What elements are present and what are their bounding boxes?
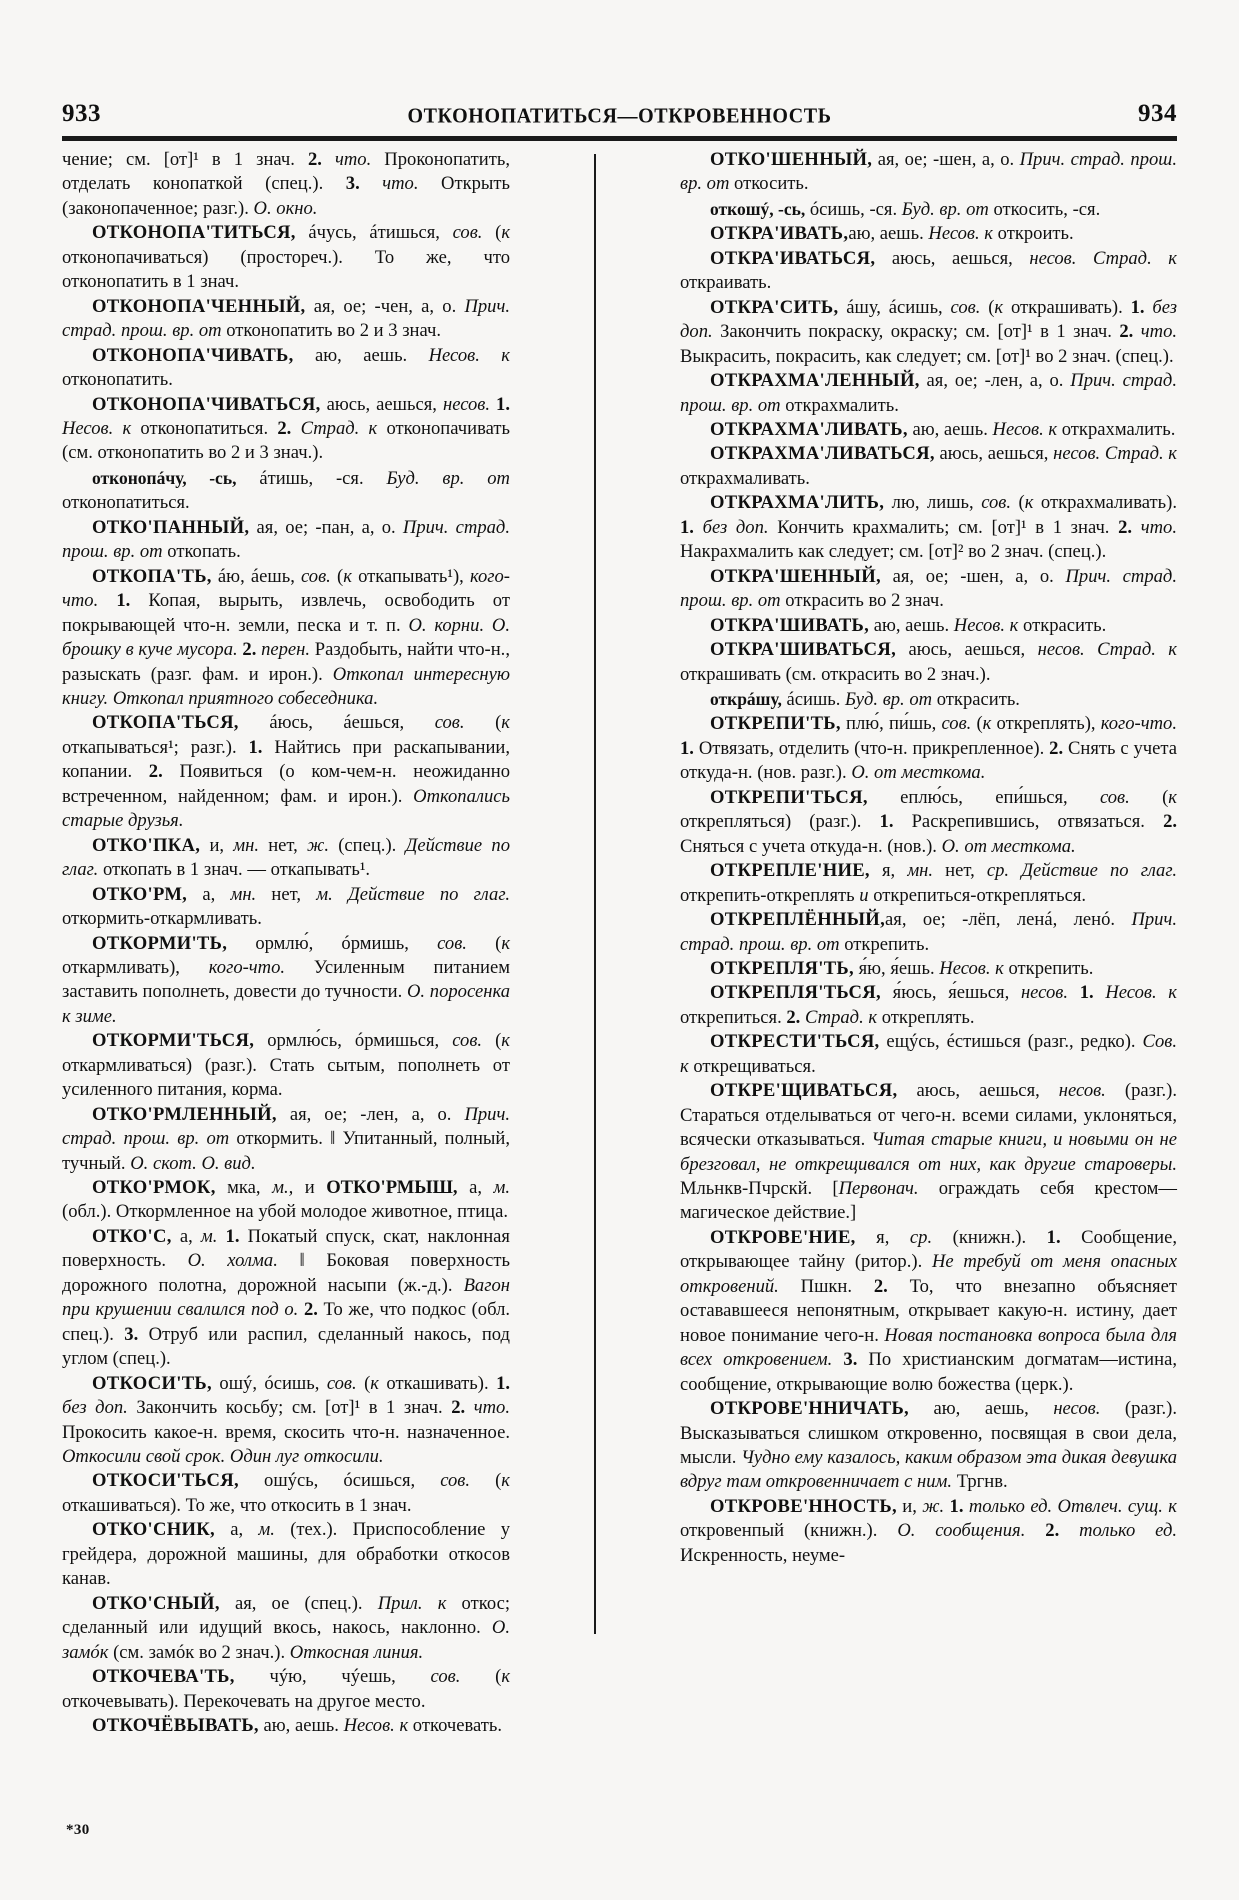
entry-headword: ОТКОНОПА'ТИТЬСЯ,	[92, 222, 296, 244]
folio-left: 933	[62, 100, 101, 127]
entry-definition: чýю, чýешь, сов. (к откочевывать). Перекочевать на другое место.	[62, 1666, 511, 1712]
dictionary-entry	[680, 1030, 1177, 1079]
carryover-text: чение; см. [от]¹ в 1 знач. 2. что. Проконопатить, отделать конопаткой (спец.). 3. что. Открыть (законопаченное; разг.). О. окно.	[62, 149, 511, 219]
column-divider	[594, 154, 596, 1634]
entry-headword: ОТКОНОПА'ЧИВАТЬСЯ,	[92, 393, 321, 415]
dictionary-entry	[62, 1592, 510, 1665]
entry-headword: ОТКОНОПА'ЧЕННЫЙ,	[92, 295, 306, 317]
entry-definition: а, мн. нет, м. Действие по глаг. откормить-откармливать.	[62, 883, 510, 930]
dictionary-entry	[680, 148, 1177, 197]
entry-headword: ОТКРОВЕ'ННИЧАТЬ,	[710, 1398, 909, 1420]
entry-definition: áтишь, -ся. Буд. вр. от отконопатиться.	[62, 467, 510, 514]
entry-definition: áюсь, áешься, сов. (к откапываться¹; разг.). 1. Найтись при раскапывании, копании. 2. Появиться (о ком-чем-н. неожиданно встреченном, найденном; фам. и ирон.). Откопались старые друзья.	[62, 712, 510, 832]
entry-definition: óсишь, -ся. Буд. вр. от откосить, -ся.	[805, 198, 1101, 220]
entry-headword: ОТКРОВЕ'ННОСТЬ,	[710, 1495, 897, 1517]
entry-headword: ОТКО'ПАННЫЙ,	[92, 516, 250, 538]
entry-headword: ОТКО'СНИК,	[92, 1519, 215, 1541]
entry-headword: ОТКРЕПИ'ТЬ,	[710, 713, 841, 735]
dictionary-entry	[62, 1518, 510, 1591]
entry-headword: ОТКО'ШЕННЫЙ,	[710, 149, 873, 170]
dictionary-entry	[680, 908, 1177, 957]
entry-headword: ОТКРА'ИВАТЬСЯ,	[710, 247, 876, 269]
dictionary-entry	[680, 786, 1177, 859]
dictionary-entry	[62, 393, 510, 466]
entry-headword: ОТКРА'ШИВАТЬСЯ,	[710, 639, 897, 661]
dictionary-entry	[62, 1225, 510, 1372]
entry-definition: áю, áешь, сов. (к откапывать¹), кого-что. 1. Копая, вырыть, извлечь, освободить от покрывающей что-н. земли, песка и т. п. О. корни. О. брошку в куче мусора. 2. перен. Раздобыть, найти что-н., разыскать (разг. фам. и ирон.). Откопал интересную книгу. Откопал приятного собеседника.	[62, 565, 510, 709]
text-columns	[62, 148, 1177, 1808]
dictionary-entry	[680, 1079, 1177, 1226]
entry-headword: ОТКРА'СИТЬ,	[710, 296, 839, 318]
entry-definition: аюсь, аешься, несов. (разг.). Стараться отделываться от чего-н. всеми силами, уклоняться, всячески отказываться. Читая старые книги, и новыми он не брезговал, не открещивался от них, как другие староверы. Мльнкв-Пчрскй. [Первонач. ограждать себя крестом—магическое действие.]	[680, 1080, 1177, 1224]
entry-definition: ая, ое (спец.). Прил. к откос; сделанный или идущий вкось, накось, наклонно. О. замóк (см. замóк во 2 знач.). Откосная линия.	[62, 1592, 510, 1663]
dictionary-entry	[680, 957, 1177, 981]
dictionary-entry	[62, 295, 510, 344]
dictionary-entry	[680, 687, 1177, 712]
entry-headword: ОТКРОВЕ'НИЕ,	[710, 1226, 856, 1248]
dictionary-entry	[62, 565, 510, 712]
dictionary-entry	[62, 1372, 510, 1470]
entry-definition: я, ср. (книжн.). 1. Сообщение, открывающее тайну (ритор.). Не требуй от меня опасных откровений. Пшкн. 2. То, что внезапно объясняет остававшееся непонятным, открывает какую-н. истину, дает новое понимание чего-н. Новая постановка вопроса была для всех откровением. 3. По христианским догматам—истина, сообщение, открывающие волю божества (церк.).	[680, 1226, 1177, 1395]
entry-headword: ОТКРЕПЛЯ'ТЬСЯ,	[710, 982, 881, 1004]
entry-headword: ОТКОНОПА'ЧИВАТЬ,	[92, 344, 294, 366]
dictionary-entry	[680, 1226, 1177, 1397]
entry-headword: ОТКОРМИ'ТЬСЯ,	[92, 1030, 255, 1052]
dictionary-entry	[680, 222, 1177, 246]
entry-headword: ОТКРА'ИВАТЬ,	[710, 223, 849, 245]
entry-definition: я́ю, я́ешь. Несов. к открепить.	[853, 957, 1094, 979]
entry-headword: ОТКРАХМА'ЛИТЬ,	[710, 492, 885, 514]
entry-headword: ОТКО'СНЫЙ,	[92, 1592, 220, 1614]
entry-definition: аюсь, аешься, несов. Страд. к откраивать.	[680, 247, 1177, 294]
entry-headword: ОТКО'ПКА,	[92, 834, 201, 856]
entry-headword: ОТКРА'ШЕННЫЙ,	[710, 565, 881, 587]
entry-headword: ОТКО'РМЛЕННЫЙ,	[92, 1103, 277, 1125]
entry-headword: ОТКРЕ'ЩИВАТЬСЯ,	[710, 1080, 898, 1102]
entry-definition: ошýсь, óсишься, сов. (к откашиваться). То же, что откосить в 1 знач.	[62, 1470, 510, 1516]
entry-definition: аюсь, аешься, несов. Страд. к открахмаливать.	[680, 443, 1177, 489]
header-rule	[62, 136, 1177, 141]
entry-definition: и, мн. нет, ж. (спец.). Действие по глаг. откопать в 1 знач. — откапывать¹.	[62, 834, 510, 881]
dictionary-entry	[680, 981, 1177, 1030]
column-right	[680, 148, 1177, 1808]
dictionary-entry	[62, 1665, 510, 1714]
column-left	[62, 148, 510, 1808]
dictionary-entry	[62, 1103, 510, 1176]
entry-headword: ОТКРЕПЛЕ'НИЕ,	[710, 860, 870, 882]
entry-definition: и, ж. 1. только ед. Отвлеч. сущ. к откровенпый (книжн.). О. сообщения. 2. только ед. Искренность, неуме-	[680, 1495, 1178, 1566]
dictionary-entry	[62, 1176, 510, 1225]
entry-definition: ая, ое; -лен, а, о. Прич. страд. прош. вр. от откормить. ‖ Упитанный, полный, тучный. О. скот. О. вид.	[62, 1103, 510, 1174]
dictionary-entry	[680, 565, 1177, 614]
entry-headword: ОТКРЕСТИ'ТЬСЯ,	[710, 1031, 880, 1053]
page-header	[62, 88, 1177, 128]
entry-definition: а, м. 1. Покатый спуск, скат, наклонная поверхность. О. холма. ‖ Боковая поверхность дорожного полотна, дорожной насыпи (ж.-д.). Вагон при крушении свалился под о. 2. То же, что подкос (обл. спец.). 3. Отруб или распил, сделанный накось, под углом (спец.).	[62, 1225, 510, 1370]
dictionary-entry	[62, 344, 510, 393]
entry-headword: ОТКОЧЕВА'ТЬ,	[92, 1666, 235, 1688]
entry-definition: ормлю́сь, óрмишься, сов. (к откармливаться) (разг.). Стать сытым, пополнеть от усиленного питания, корма.	[62, 1030, 510, 1101]
dictionary-entry	[62, 221, 510, 294]
entry-definition: áсишь. Буд. вр. от открасить.	[781, 688, 1020, 710]
entry-headword: ОТКОРМИ'ТЬ,	[92, 932, 228, 954]
sheet-signature: *30	[66, 1822, 90, 1838]
dictionary-entry	[680, 296, 1177, 369]
entry-headword: ОТКО'С,	[92, 1225, 172, 1247]
entry-headword: ОТКОПА'ТЬ,	[92, 565, 212, 587]
dictionary-entry	[680, 442, 1177, 491]
entry-definition: аюсь, аешься, несов. Страд. к открашивать (см. открасить во 2 знач.).	[680, 639, 1177, 685]
entry-headword: ОТКРАХМА'ЛЕННЫЙ,	[710, 370, 920, 392]
entry-headword: открáшу,	[710, 688, 782, 709]
entry-definition: я, мн. нет, ср. Действие по глаг. открепить-откреплять и открепиться-открепляться.	[680, 860, 1177, 906]
dictionary-entry	[62, 1714, 510, 1738]
entry-definition: áчусь, áтишься, сов. (к отконопачиваться) (простореч.). То же, что отконопатить в 1 знач.	[62, 222, 511, 293]
entry-definition: аю, аешь. Несов. к открахмалить.	[907, 418, 1176, 440]
entry-headword: отконопáчу, -сь,	[92, 467, 237, 488]
entry-definition: аю, аешь. Несов. к откочевать.	[258, 1715, 503, 1736]
entry-headword: ОТКРЕПЛЯ'ТЬ,	[710, 957, 854, 979]
entry-definition: ая, ое; -шен, а, о. Прич. страд. прош. вр. от откосить.	[680, 149, 1177, 195]
entry-definition: аю, аешь. Несов. к откроить.	[848, 223, 1074, 245]
dictionary-entry	[62, 834, 510, 883]
dictionary-entry	[680, 614, 1177, 638]
entry-headword: ОТКРАХМА'ЛИВАТЬ,	[710, 418, 908, 440]
entry-headword: ОТКОПА'ТЬСЯ,	[92, 712, 239, 734]
folio-right: 934	[1138, 100, 1177, 127]
dictionary-entry	[680, 418, 1177, 442]
dictionary-entry	[680, 1495, 1177, 1568]
entry-definition: ая, ое; -пан, а, о. Прич. страд. прош. вр. от откопать.	[62, 516, 510, 563]
entry-definition: ормлю́, óрмишь, сов. (к откармливать), кого-что. Усиленным питанием заставить пополнеть, довести до тучности. О. поросенка к зиме.	[62, 932, 511, 1027]
entry-definition: я́юсь, я́ешься, несов. 1. Несов. к открепиться. 2. Страд. к откреплять.	[680, 982, 1177, 1028]
entry-headword: ОТКОЧЁВЫВАТЬ,	[92, 1715, 259, 1736]
dictionary-entry	[680, 197, 1177, 222]
entry-definition: аюсь, аешься, несов. 1. Несов. к отконопатиться. 2. Страд. к отконопачивать (см. отконопатить во 2 и 3 знач.).	[62, 393, 510, 464]
entry-definition: аю, аешь. Несов. к отконопатить.	[62, 344, 510, 391]
entry-headword: ОТКРЕПИ'ТЬСЯ,	[710, 786, 868, 808]
entry-headword: ОТКРАХМА'ЛИВАТЬСЯ,	[710, 443, 935, 465]
entry-headword: ОТКРЕПЛЁННЫЙ,	[710, 909, 886, 931]
entry-definition: ая, ое; -лен, а, о. Прич. страд. прош. вр. от открахмалить.	[680, 370, 1177, 416]
dictionary-entry	[62, 1469, 510, 1518]
entry-definition: лю, лишь, сов. (к открахмаливать). 1. без доп. Кончить крахмалить; см. [от]¹ в 1 знач. 2. что. Накрахмалить как следует; см. [от]² во 2 знач. (спец.).	[680, 492, 1177, 563]
dictionary-entry	[62, 516, 510, 565]
dictionary-entry	[680, 638, 1177, 687]
dictionary-entry	[62, 932, 510, 1030]
entry-definition: ая, ое; -чен, а, о. Прич. страд. прош. вр. от отконопатить во 2 и 3 знач.	[62, 295, 510, 342]
dictionary-entry	[680, 247, 1177, 296]
dictionary-entry	[680, 1397, 1177, 1495]
entry-headword: ОТКО'РМ,	[92, 883, 188, 905]
entry-headword: ОТКО'РМОК,	[92, 1177, 216, 1199]
entry-headword: откошý, -сь,	[710, 198, 806, 219]
dictionary-entry	[62, 883, 510, 932]
dictionary-entry	[680, 369, 1177, 418]
entry-definition: ая, ое; -шен, а, о. Прич. страд. прош. вр. от открасить во 2 знач.	[680, 565, 1177, 612]
entry-headword: ОТКРА'ШИВАТЬ,	[710, 614, 870, 636]
dictionary-entry	[62, 466, 510, 516]
entry-definition: аю, аешь, несов. (разг.). Высказываться слишком откровенно, посвящая в свои дела, мысли. Чудно ему казалось, каким образом эта дикая девушка вдруг там откровенничает с ним. Тргнв.	[680, 1398, 1178, 1493]
entry-definition: еплю́сь, епи́шься, сов. (к открепляться) (разг.). 1. Раскрепившись, отвязаться. 2. Сняться с учета откуда-н. (нов.). О. от месткома.	[680, 786, 1178, 857]
dictionary-entry	[62, 711, 510, 833]
entry-definition: áшу, áсишь, сов. (к открашивать). 1. без доп. Закончить покраску, окраску; см. [от]¹ в 1 знач. 2. что. Выкрасить, покрасить, как следует; см. [от]¹ во 2 знач. (спец.).	[680, 296, 1178, 367]
entry-definition: плю́, пи́шь, сов. (к откреплять), кого-что. 1. Отвязать, отделить (что-н. прикрепленное). 2. Снять с учета откуда-н. (нов. разг.). О. от месткома.	[680, 713, 1178, 784]
entry-definition: мка, м., и ОТКО'РМЫШ, а, м. (обл.). Откормленное на убой молодое животное, птица.	[62, 1177, 510, 1223]
entry-definition: ая, ое; -лёп, ленá, ленó. Прич. страд. прош. вр. от открепить.	[680, 909, 1177, 955]
entry-headword: ОТКОСИ'ТЬСЯ,	[92, 1470, 239, 1492]
dictionary-entry	[680, 712, 1177, 785]
entry-definition: а, м. (тех.). Приспособление у грейдера, дорожной машины, для обработки откосов канав.	[62, 1519, 510, 1590]
entry-definition: аю, аешь. Несов. к открасить.	[869, 614, 1107, 636]
entry-headword: ОТКОСИ'ТЬ,	[92, 1372, 212, 1394]
dictionary-entry	[680, 859, 1177, 908]
running-head: ОТКОНОПАТИТЬСЯ—ОТКРОВЕННОСТЬ	[407, 104, 832, 128]
entry-definition: ошý, óсишь, сов. (к откашивать). 1. без доп. Закончить косьбу; см. [от]¹ в 1 знач. 2. что. Прокосить какое-н. время, скосить что-н. назначенное. Откосили свой срок. Один луг откосили.	[62, 1372, 511, 1468]
dictionary-entry	[680, 491, 1177, 564]
dictionary-entry	[62, 1029, 510, 1102]
entry-definition: ещýсь, éстишься (разг., редко). Сов. к открещиваться.	[680, 1031, 1177, 1077]
